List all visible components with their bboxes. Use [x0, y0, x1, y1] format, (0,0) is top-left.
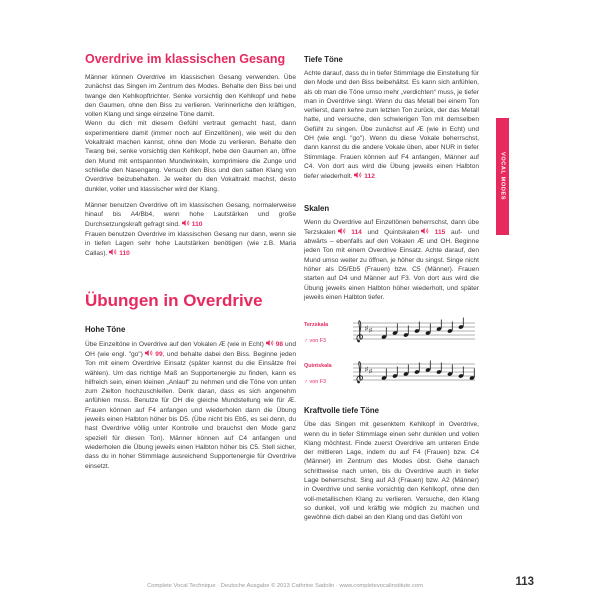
speaker-icon	[354, 171, 362, 179]
speaker-icon	[145, 349, 153, 357]
audio-example-ref	[109, 250, 129, 257]
audio-example-ref	[266, 341, 283, 348]
right-column	[304, 55, 479, 523]
svg-text:♯: ♯	[369, 369, 372, 376]
paragraph-text: Übe das Singen mit gesenktem Kehlkopf in Overdrive, wenn du in tiefer Stimmlage einen sehr dunklen und vollen Klang möchtest. Finde zuerst Overdrive am unteren Ende der mittleren Lage, indem du auf F4 (Frauen) bzw. C4 (Männer) im Zentrum des Modes übst. Gehe danach schrittweise nach unten, bis du Overdrive auch in tiefer Lage beherrschst. Sing auf A3 (Frauen) bzw. A2 (Männer) in Overdrive und senke vorsichtig den Kehlkopf, ohne den voll-metallischen Klang zu verlieren. Versuche, den Klang so dunkel, voll und kräftig wie möglich zu machen und gewöhne dich dabei an den Klang und das Gefühl von	[304, 421, 479, 522]
page-number: 113	[515, 576, 534, 588]
audio-example-number: 115	[434, 228, 446, 236]
speaker-icon	[266, 339, 274, 347]
subhead-tiefe-toene: Tiefe Töne	[304, 55, 343, 64]
paragraph-text: Übe Einzeltöne in Overdrive auf den Vokalen Æ (wie in Echt)	[85, 340, 264, 348]
paragraph-text: Achte darauf, dass du in tiefer Stimmlage die Einstellung für den Mode und den Biss beibehältst. Es kann sich anfühlen, als ob man die Töne umso mehr „verdichten“ muss, je tiefer man in Overdrive singt. Wenn du das Metall bei einem Ton verlierst, dann kehre zum letzten Ton zurück, der das Metall hatte, und versuche, den schwierigen Ton mit demselben Gefühl zu singen. Übe zunächst auf Æ (wie in Echt) und OH (wie engl. "go"). Wenn du diese Vokale beherrschst, dann kannst du die andere Vokale üben, aber NUR in tiefer Stimmlage. Frauen können auf F4 anfangen, Männer auf C4. Von dort aus wird die Übung jeweils einen Halbton tiefer wiederholt.	[304, 70, 479, 181]
subhead-skalen: Skalen	[304, 203, 330, 213]
paragraph-text: und OH (wie engl. "go")	[85, 340, 296, 358]
left-column	[85, 52, 296, 471]
paragraph-text: Männer können Overdrive im klassischen Gesang verwenden. Übe zunächst das Singen im Zentrum des Modes. Behalte den Biss bei und twange den Kehlkopftrichter. Senke vorsichtig den Kehlkopf und hebe den Gaumen, ohne den Biss zu verlieren. Verinnerliche den kräftigen, vollen Klang und singe einzelne Töne damit.	[85, 74, 296, 119]
svg-text:♯: ♯	[365, 367, 368, 374]
svg-text:♯: ♯	[369, 328, 372, 335]
music-staff-quintskala	[351, 356, 477, 390]
paragraph-text: Frauen benutzen Overdrive im klassischen Gesang nur dann, wenn sie in tiefen Lagen sehr hohe Lautstärken benötigen (wie z.B. Maria Callas).	[85, 230, 296, 258]
classical-overdrive-text	[85, 73, 296, 259]
audio-example-ref	[182, 221, 202, 228]
staff-start-note-label: ♂ von F3	[304, 379, 327, 386]
tiefe-toene-text	[304, 69, 479, 182]
staff-start-note-label: ♂ von F3	[304, 338, 327, 345]
paragraph	[304, 420, 479, 522]
audio-example-ref	[354, 173, 374, 180]
speaker-icon	[182, 219, 190, 227]
speaker-icon	[338, 227, 346, 235]
paragraph	[85, 230, 296, 259]
audio-example-number: 99	[155, 350, 163, 358]
section-title-classical-overdrive: Overdrive im klassischen Gesang	[85, 52, 286, 66]
quintskala-notation-block	[304, 356, 479, 390]
paragraph	[85, 201, 296, 230]
paragraph	[85, 73, 296, 119]
speaker-icon	[421, 227, 429, 235]
paragraph-text: und Quintskalen	[361, 228, 419, 236]
audio-example-ref	[421, 229, 445, 236]
music-staff-terzskala	[351, 315, 477, 349]
paragraph-text: Wenn du dich mit diesem Gefühl vertraut gemacht hast, dann experimentiere damit (immer noch auf Einzeltönen), wie weit du den Vokaltrakt machen kannst, ohne den Mode zu verlieren. Behalte den Twang bei, senke vorsichtig den Kehlkopf, hebe den Gaumen an, öffne den Mund mit entspannten Mundwinkeln, komprimiere die Zunge und schließe den Nasengang. Versuch den Biss und den satten Klang von Overdrive beizubehalten. Je weiter du den Vokaltrakt machst, desto dunkler, voller und klassischer wird der Klang.	[85, 120, 296, 193]
audio-example-ref	[338, 229, 362, 236]
audio-example-ref	[145, 351, 163, 358]
speaker-icon	[109, 248, 117, 256]
paragraph-text: , und behalte dabei den Biss. Beginne jeden Ton mit einem Overdrive Einsatz (später kannst du die Einsätze frei wählen). Um das richtige Maß an Supportenergie zu finden, kann es hilfreich sein, einen kleinen „Anlauf“ zu nehmen und die Töne von unten zum Zielton hochzuschleifen. Denk daran, dass es sich angenehm anfühlen muss. Benutze für OH die gleiche Mundstellung wie für Æ. Frauen können auf F4 anfangen und wiederholen dann die Übung jeweils einen Halbton höher bis D5. (Übe nicht bis Eb5, es sei denn, du hast Overdrive völlig unter Kontrolle und brauchst den Mode ganz speziell für diesen Ton). Männer können auf C4 anfangen und wiederholen die Übung jeweils einen Halbton höher bis C5. Stell sicher, dass du in hoher Stimmlage ausreichend Supportenergie für Overdrive einsetzt.	[85, 350, 296, 470]
paragraph	[304, 69, 479, 182]
paragraph-text: auf- und abwärts – ebenfalls auf den Vokalen Æ und OH. Beginne jeden Ton mit einem Overdrive Einsatz. Achte darauf, den Mund umso weiter zu öffnen, je höher du singst. Singe nicht höher als D5/Eb5 (Frauen) bzw. C5 (Männer). Frauen starten auf D4 und Männer auf F3. Von dort aus wird die Übung jeweils einen Halbton höher wiederholt, und später jeweils einen Halbton tiefer.	[304, 228, 479, 301]
subhead-kraftvolle-tiefe-toene: Kraftvolle tiefe Töne	[304, 406, 379, 416]
skalen-text	[304, 218, 479, 303]
chapter-tab-vocal-modes	[496, 118, 509, 235]
subhead-hohe-toene: Hohe Töne	[85, 324, 126, 334]
staff-labels	[304, 356, 351, 390]
terzskala-notation-block	[304, 315, 479, 349]
footer-credit: Complete Vocal Technique · Deutsche Ausgabe © 2013 Cathrine Sadolin · www.completevocalinstitute.com	[147, 583, 423, 589]
paragraph	[304, 218, 479, 303]
audio-example-number: 98	[275, 340, 284, 348]
audio-example-number: 110	[119, 250, 130, 258]
paragraph-text: Wenn du Overdrive auf Einzeltönen beherrschst, dann übe Terzskalen	[304, 218, 479, 236]
audio-example-number: 114	[351, 228, 362, 236]
audio-example-number: 110	[191, 221, 203, 229]
hohe-toene-text	[85, 339, 296, 471]
paragraph	[85, 119, 296, 193]
paragraph	[85, 339, 296, 471]
staff-label: Terzskala	[304, 322, 329, 329]
chapter-tab-label: VOCAL MODES	[499, 152, 506, 201]
chapter-title-uebungen-in-overdrive: Übungen in Overdrive	[85, 290, 263, 310]
audio-example-number: 112	[364, 173, 375, 181]
kraftvolle-tiefe-toene-text	[304, 420, 479, 522]
svg-text:♯: ♯	[365, 326, 368, 333]
staff-labels	[304, 315, 351, 349]
paragraph-text: Männer benutzen Overdrive oft im klassischen Gesang, normalerweise hinauf bis A4/Bb4, wenn hohe Lautstärken und große Durchsetzungskraft gefragt sind.	[85, 201, 296, 229]
staff-label: Quintskala	[304, 363, 332, 370]
